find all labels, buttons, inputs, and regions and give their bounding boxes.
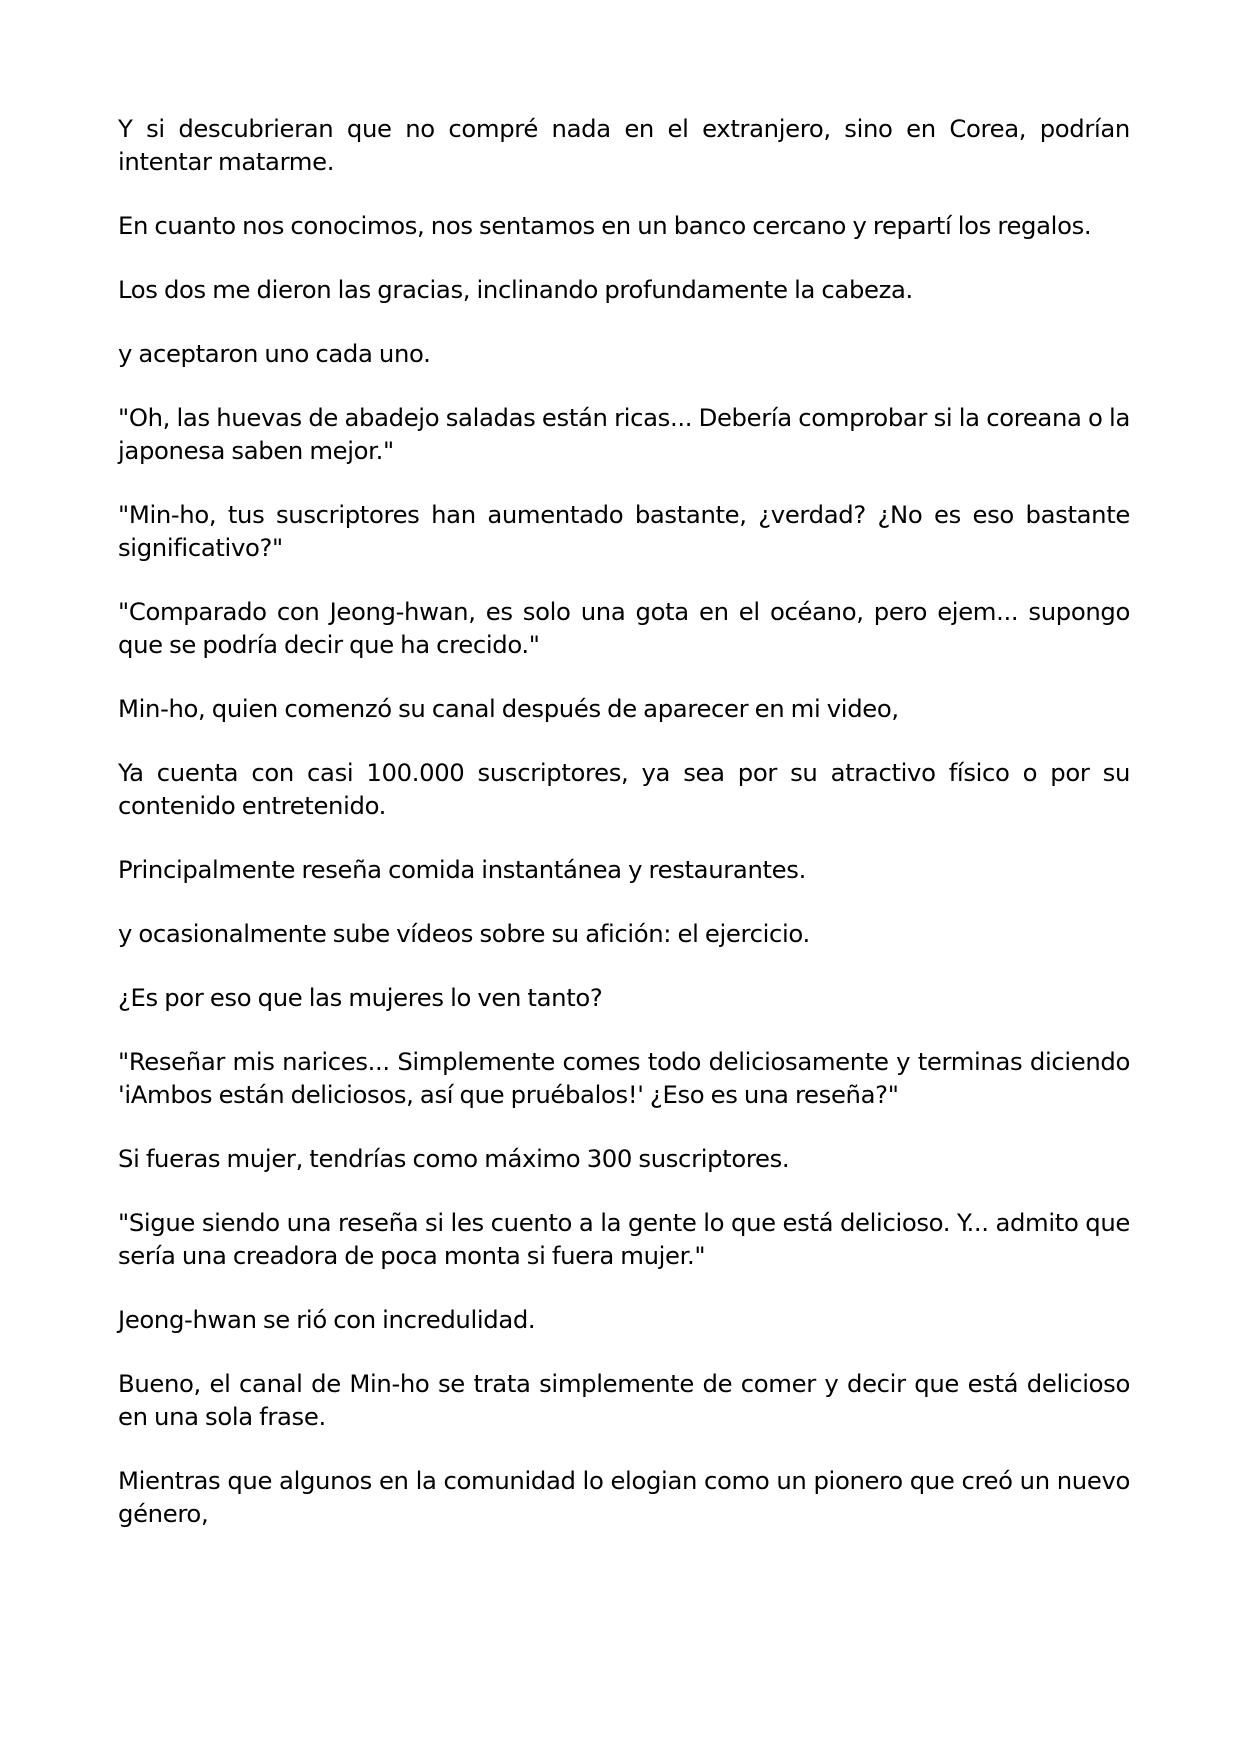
paragraph: Bueno, el canal de Min-ho se trata simplemente de comer y decir que está delicioso en una sola frase. (118, 1369, 1130, 1431)
paragraph: "Reseñar mis narices... Simplemente comes todo deliciosamente y terminas diciendo 'iAmbos están deliciosos, así que pruébalos!' ¿Eso es una reseña?" (118, 1047, 1130, 1109)
paragraph: Principalmente reseña comida instantánea y restaurantes. (118, 855, 806, 884)
paragraph: ¿Es por eso que las mujeres lo ven tanto? (118, 983, 603, 1012)
paragraph: y aceptaron uno cada uno. (118, 339, 431, 368)
document-body (118, 112, 1130, 1561)
paragraph: En cuanto nos conocimos, nos sentamos en un banco cercano y repartí los regalos. (118, 211, 1092, 240)
paragraph: Mientras que algunos en la comunidad lo elogian como un pionero que creó un nuevo género, (118, 1466, 1130, 1528)
paragraph: Y si descubrieran que no compré nada en el extranjero, sino en Corea, podrían intentar matarme. (118, 114, 1130, 176)
paragraph: Si fueras mujer, tendrías como máximo 300 suscriptores. (118, 1144, 790, 1173)
paragraph: y ocasionalmente sube vídeos sobre su afición: el ejercicio. (118, 919, 810, 948)
paragraph: Min-ho, quien comenzó su canal después de aparecer en mi video, (118, 694, 899, 723)
paragraph: "Oh, las huevas de abadejo saladas están ricas... Debería comprobar si la coreana o la japonesa saben mejor." (118, 403, 1130, 465)
paragraph: Jeong-hwan se rió con incredulidad. (118, 1305, 536, 1334)
paragraph: Ya cuenta con casi 100.000 suscriptores, ya sea por su atractivo físico o por su contenido entretenido. (118, 758, 1130, 820)
paragraph: "Min-ho, tus suscriptores han aumentado bastante, ¿verdad? ¿No es eso bastante significativo?" (118, 500, 1130, 562)
paragraph: Los dos me dieron las gracias, inclinando profundamente la cabeza. (118, 275, 913, 304)
paragraph: "Comparado con Jeong-hwan, es solo una gota en el océano, pero ejem... supongo que se podría decir que ha crecido." (118, 597, 1130, 659)
paragraph: "Sigue siendo una reseña si les cuento a la gente lo que está delicioso. Y... admito que sería una creadora de poca monta si fuera mujer." (118, 1208, 1130, 1270)
